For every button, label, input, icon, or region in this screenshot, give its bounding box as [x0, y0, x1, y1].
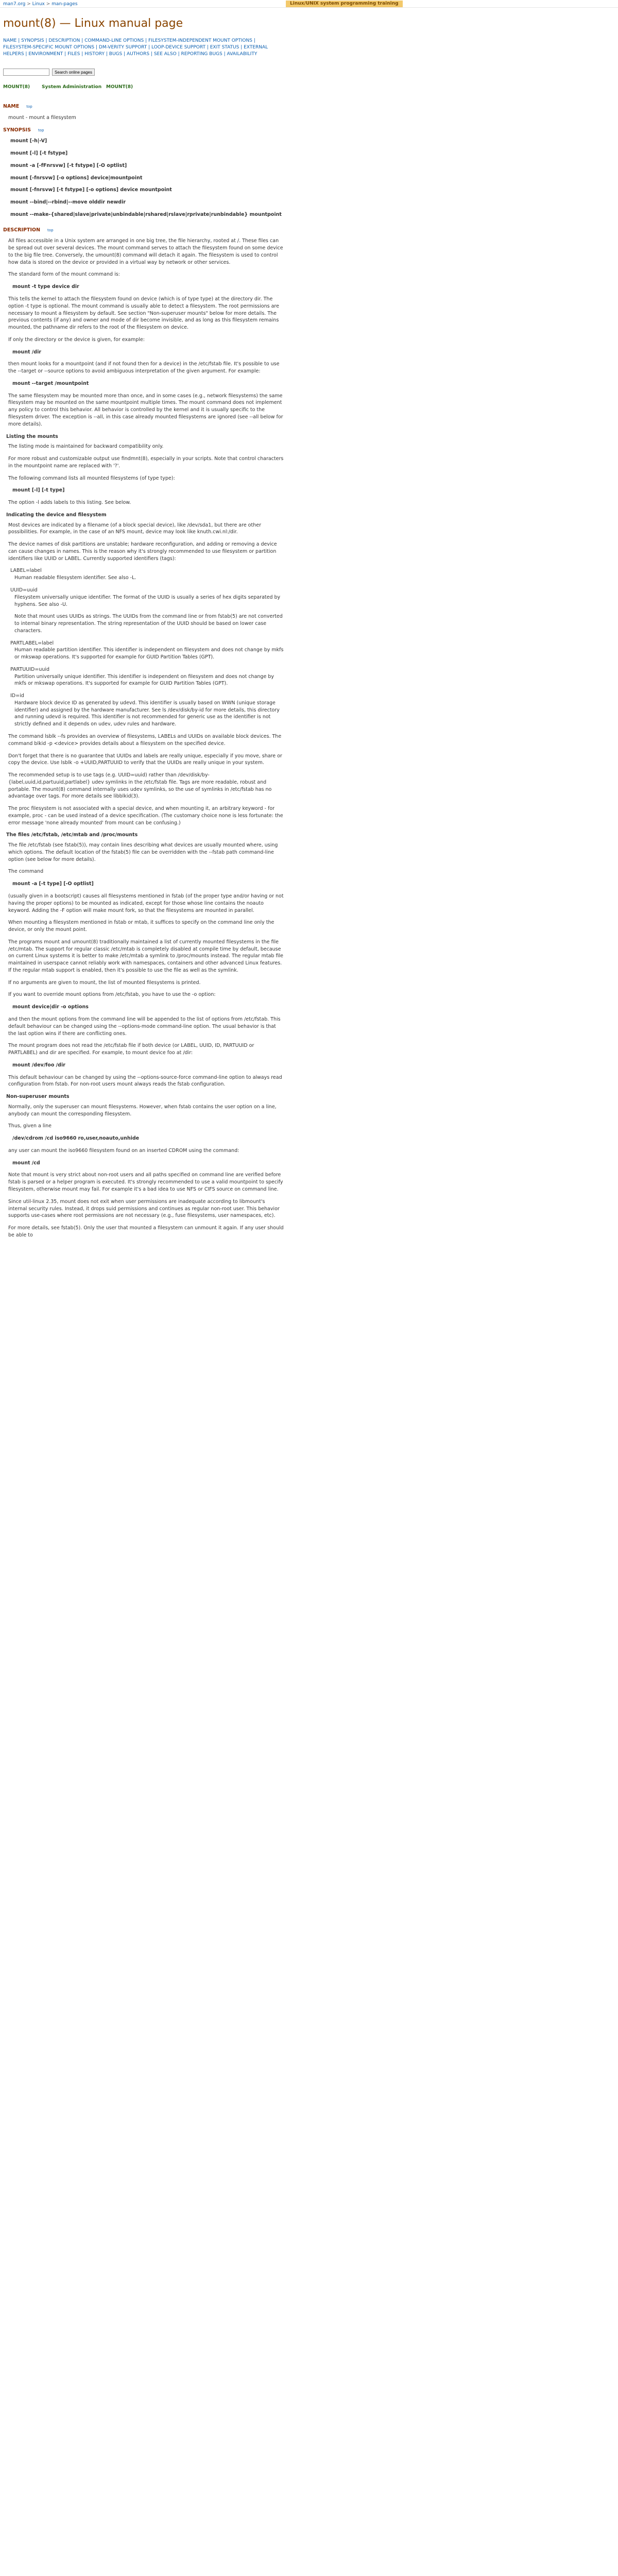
command-example: mount /dev/foo /dir — [12, 1062, 65, 1068]
subsection-heading: The files /etc/fstab, /etc/mtab and /proc/mounts — [6, 832, 138, 838]
toc-link[interactable]: NAME — [3, 38, 17, 43]
top-link[interactable]: top — [26, 105, 32, 109]
paragraph: The listing mode is maintained for backward compatibility only. — [8, 444, 164, 450]
toc-link[interactable]: FILES — [67, 52, 80, 57]
toc-link[interactable]: COMMAND-LINE OPTIONS — [84, 38, 144, 43]
paragraph: If you want to override mount options from /etc/fstab, you have to use the -o option: — [8, 992, 216, 998]
paragraph: The recommended setup is to use tags (e.g. UUID=uuid) rather than /dev/disk/by-{label,uuid,id,partuuid,partlabel} udev symlinks in the /etc/fstab file. Tags are more readable, robust and portable. The mount(8) command internally uses udev symlinks, so the use of symlinks in /etc/fstab has no advantage over tags. For more details see libblkid(3). — [8, 772, 272, 800]
tag-term: LABEL=label — [10, 568, 42, 574]
search-form — [3, 69, 95, 76]
paragraph: (usually given in a bootscript) causes all filesystems mentioned in fstab (of the proper type and/or having or not having the proper options) to be mounted as indicated, except for those whose line contains the noauto keyword. Adding the -F option will make mount fork, so that the filesystems are mounted in parallel. — [8, 893, 284, 913]
tag-term: PARTLABEL=label — [10, 640, 54, 646]
training-banner-link[interactable]: Linux/UNIX system programming training — [286, 1, 403, 7]
paragraph: and then the mount options from the command line will be appended to the list of options from /etc/fstab. This default behaviour can be changed using the --options-mode command-line option. The usual behavior is that the last option wins if there are conflicting ones. — [8, 1016, 281, 1037]
paragraph: The file /etc/fstab (see fstab(5)), may contain lines describing what devices are usually mounted where, using which options. The default location of the fstab(5) file can be overridden with the --fstab path command-line option (see below for more details). — [8, 842, 278, 862]
breadcrumb-man-pages[interactable]: man-pages — [52, 2, 78, 7]
man-content — [3, 99, 284, 1244]
paragraph: The mount program does not read the /etc/fstab file if both device (or LABEL, UUID, ID, PARTUUID or PARTLABEL) and dir are specified. For example, to mount device foo at /dir: — [8, 1043, 254, 1056]
tag-description: Partition universally unique identifier. This identifier is independent on filesystem and does not change by mkfs or mkswap operations. It's supported for example for GUID Partition Tables (GPT). — [14, 673, 274, 687]
paragraph: The same filesystem may be mounted more than once, and in some cases (e.g., network filesystems) the same filesystem may be mounted on the same mountpoint multiple times. The mount command does not implement any policy to control this behavior. All behavior is controlled by the kernel and it is usually specific to the filesystem driver. The exception is --all, in this case already mounted filesystems are ignored (see --all below for more details). — [8, 393, 283, 427]
search-input[interactable] — [3, 69, 49, 76]
section-heading-description — [3, 227, 284, 234]
toc-link[interactable]: EXIT STATUS — [210, 45, 239, 50]
paragraph: any user can mount the iso9660 filesystem found on an inserted CDROM using the command: — [8, 1147, 239, 1154]
paragraph: For more details, see fstab(5). Only the user that mounted a filesystem can unmount it again. If any user should be able to — [8, 1225, 284, 1238]
breadcrumb-linux[interactable]: Linux — [32, 2, 45, 7]
toc-link[interactable]: LOOP-DEVICE SUPPORT — [151, 45, 205, 50]
paragraph: Most devices are indicated by a filename (of a block special device), like /dev/sda1, but there are other possibilities. For example, in the case of an NFS mount, device may look like knuth.cwi.nl:/dir. — [8, 522, 261, 535]
breadcrumb-man7[interactable]: man7.org — [3, 2, 26, 7]
breadcrumb-sep: > — [46, 2, 52, 7]
paragraph: Normally, only the superuser can mount filesystems. However, when fstab contains the user option on a line, anybody can mount the corresponding filesystem. — [8, 1104, 277, 1117]
paragraph: The option -l adds labels to this listing. See below. — [8, 500, 131, 506]
top-bar — [0, 0, 618, 8]
tag-term: PARTUUID=uuid — [10, 666, 50, 672]
synopsis-line: mount --bind|--rbind|--move olddir newdir — [10, 199, 126, 206]
paragraph: Thus, given a line — [8, 1123, 52, 1129]
breadcrumb-sep: > — [27, 2, 32, 7]
toc-link[interactable]: REPORTING BUGS — [181, 52, 222, 57]
synopsis-line: mount -a [-fFnrsvw] [-t fstype] [-O optlist] — [10, 162, 127, 168]
name-text: mount - mount a filesystem — [8, 114, 76, 121]
section-heading-synopsis — [3, 127, 284, 134]
paragraph: All files accessible in a Unix system are arranged in one big tree, the file hierarchy, rooted at /. These files can be spread out over several devices. The mount command serves to attach the filesystem found on some device to the big file tree. Conversely, the umount(8) command will detach it again. The filesystem is used to control how data is stored on the device or provided in a virtual way by network or other services. — [8, 238, 283, 265]
paragraph: For more robust and customizable output use findmnt(8), especially in your scripts. Note that control characters in the mountpoint name are replaced with '?'. — [8, 456, 284, 469]
toc-link[interactable]: SEE ALSO — [153, 52, 177, 57]
tag-term: UUID=uuid — [10, 587, 38, 593]
header-left: MOUNT(8) — [3, 84, 30, 90]
synopsis-line: mount [-fnrsvw] [-o options] device|mountpoint — [10, 175, 143, 181]
search-button[interactable]: Search online pages — [52, 69, 95, 76]
command-example: mount --target /mountpoint — [12, 380, 89, 386]
synopsis-line: mount [-fnrsvw] [-t fstype] [-o options] device mountpoint — [10, 187, 172, 193]
subsection-heading: Indicating the device and filesystem — [6, 512, 107, 518]
top-link[interactable]: top — [47, 228, 54, 232]
top-link[interactable]: top — [38, 128, 44, 132]
toc-link[interactable]: FILESYSTEM-SPECIFIC MOUNT OPTIONS — [3, 45, 95, 50]
paragraph: The proc filesystem is not associated with a special device, and when mounting it, an arbitrary keyword - for example, proc - can be used instead of a device specification. (The customary choice none is less fortunate: the error message 'none already mounted' from mount can be confusing.) — [8, 806, 283, 826]
paragraph: When mounting a filesystem mentioned in fstab or mtab, it suffices to specify on the command line only the device, or only the mount point. — [8, 920, 274, 933]
synopsis-line: mount [-l] [-t fstype] — [10, 150, 68, 157]
subsection-heading: Listing the mounts — [6, 433, 58, 439]
section-toc: NAME | SYNOPSIS | DESCRIPTION | COMMAND-LINE OPTIONS | FILESYSTEM-INDEPENDENT MOUNT OPTIONS | FILESYSTEM-SPECIFIC MOUNT OPTIONS | DM-VERITY SUPPORT | LOOP-DEVICE SUPPORT | EXIT STATUS | EXTERNAL HELPERS | ENVIRONMENT | FILES | HISTORY | BUGS | AUTHORS | SEE ALSO | REPORTING BUGS | AVAILABILITY — [3, 38, 268, 57]
subsection-heading: Non-superuser mounts — [6, 1094, 70, 1100]
toc-link[interactable]: DESCRIPTION — [48, 38, 80, 43]
toc-link[interactable]: EXTERNAL HELPERS — [3, 45, 268, 57]
header-right: MOUNT(8) — [106, 84, 133, 90]
toc-link[interactable]: SYNOPSIS — [21, 38, 44, 43]
toc-link[interactable]: HISTORY — [84, 52, 105, 57]
paragraph: This default behaviour can be changed by using the --options-source-force command-line option to always read configuration from fstab. For non-root users mount always reads the fstab configuration. — [8, 1074, 282, 1088]
paragraph: The command — [8, 869, 44, 875]
heading-text: SYNOPSIS — [3, 127, 31, 133]
synopsis-line: mount --make-{shared|slave|private|unbindable|rshared|rslave|rprivate|runbindable} mountpoint — [10, 211, 282, 217]
paragraph: The standard form of the mount command is: — [8, 272, 120, 278]
header-center: System Administration — [42, 84, 102, 90]
paragraph: Don't forget that there is no guarantee that UUIDs and labels are really unique, especially if you move, share or copy the device. Use lsblk -o +UUID,PARTUUID to verify that the UUIDs are really unique in your system. — [8, 753, 282, 766]
command-example: /dev/cdrom /cd iso9660 ro,user,noauto,unhide — [12, 1136, 140, 1142]
heading-text: NAME — [3, 104, 20, 109]
toc-link[interactable]: BUGS — [109, 52, 123, 57]
paragraph: Note that mount is very strict about non-root users and all paths specified on command line are verified before fstab is parsed or a helper program is executed. It's strongly recommended to use a valid mountpoint to specify filesystem, otherwise mount may fail. For example it's a bad idea to use NFS or CIFS source on command line. — [8, 1172, 283, 1192]
toc-link[interactable]: FILESYSTEM-INDEPENDENT MOUNT OPTIONS — [148, 38, 252, 43]
paragraph: The device names of disk partitions are unstable; hardware reconfiguration, and adding or removing a device can cause changes in names. This is the reason why it's strongly recommended to use filesystem or partition identifiers like UUID or LABEL. Currently supported identifiers (tags): — [8, 541, 277, 562]
heading-text: DESCRIPTION — [3, 227, 41, 233]
section-heading-name — [3, 103, 284, 110]
page-title: mount(8) — Linux manual page — [3, 17, 183, 30]
paragraph: If only the directory or the device is given, for example: — [8, 336, 145, 343]
paragraph: The programs mount and umount(8) traditionally maintained a list of currently mounted filesystems in the file /etc/mtab. The support for regular classic /etc/mtab is completely disabled at compile time by default, because on current Linux systems it is better to make /etc/mtab a symlink to /proc/mounts instead. The regular mtab file maintained in userspace cannot reliably work with namespaces, containers and other advanced Linux features. If the regular mtab support is enabled, then it's possible to use the file as well as the symlink. — [8, 939, 283, 973]
tag-description: Note that mount uses UUIDs as strings. The UUIDs from the command line or from fstab(5) are not converted to internal binary representation. The string representation of the UUID should be based on lower case characters. — [14, 614, 283, 634]
breadcrumb — [3, 1, 78, 8]
command-example: mount device|dir -o options — [12, 1004, 89, 1010]
command-example: mount /dir — [12, 349, 42, 355]
tag-term: ID=id — [10, 693, 24, 699]
paragraph: Since util-linux 2.35, mount does not exit when user permissions are inadequate according to libmount's internal security rules. Instead, it drops suid permissions and continues as regular non-root user. This behavior supports use-cases where root permissions are not necessary (e.g., fuse filesystems, user namespaces, etc). — [8, 1198, 280, 1219]
tag-description: Human readable partition identifier. This identifier is independent on filesystem and does not change by mkfs or mkswap operations. It's supported for example for GUID Partition Tables (GPT). — [14, 647, 284, 660]
paragraph: The command lsblk --fs provides an overview of filesystems, LABELs and UUIDs on available block devices. The command blkid -p <device> provides details about a filesystem on the specified device. — [8, 734, 282, 747]
command-example: mount [-l] [-t type] — [12, 487, 65, 494]
toc-link[interactable]: AUTHORS — [126, 52, 150, 57]
toc-link[interactable]: DM-VERITY SUPPORT — [98, 45, 147, 50]
command-example: mount /cd — [12, 1160, 40, 1166]
command-example: mount -a [-t type] [-O optlist] — [12, 881, 94, 887]
paragraph: The following command lists all mounted filesystems (of type type): — [8, 475, 175, 481]
paragraph: This tells the kernel to attach the filesystem found on device (which is of type type) at the directory dir. The option -t type is optional. The mount command is usually able to detect a filesystem. The root permissions are necessary to mount a filesystem by default. See section "Non-superuser mounts" below for more details. The previous contents (if any) and owner and mode of dir become invisible, and as long as this filesystem remains mounted, the pathname dir refers to the root of the filesystem on device. — [8, 296, 279, 331]
tag-description: Hardware block device ID as generated by udevd. This identifier is usually based on WWN (unique storage identifier) and assigned by the hardware manufacturer. See ls /dev/disk/by-id for more details, this directory and running udevd is required. This identifier is not recommended for generic use as the identifier is not strictly defined and it depends on udev, udev rules and hardware. — [14, 700, 280, 727]
paragraph: then mount looks for a mountpoint (and if not found then for a device) in the /etc/fstab file. It's possible to use the --target or --source options to avoid ambiguous interpretation of the given argument. For example: — [8, 361, 280, 375]
tag-description: Human readable filesystem identifier. See also -L. — [14, 575, 136, 581]
toc-link[interactable]: AVAILABILITY — [227, 52, 258, 57]
command-example: mount -t type device dir — [12, 284, 79, 290]
paragraph: If no arguments are given to mount, the list of mounted filesystems is printed. — [8, 979, 201, 986]
toc-link[interactable]: ENVIRONMENT — [28, 52, 63, 57]
synopsis-line: mount [-h|-V] — [10, 138, 47, 144]
tag-description: Filesystem universally unique identifier. The format of the UUID is usually a series of hex digits separated by hyphens. See also -U. — [14, 594, 281, 607]
